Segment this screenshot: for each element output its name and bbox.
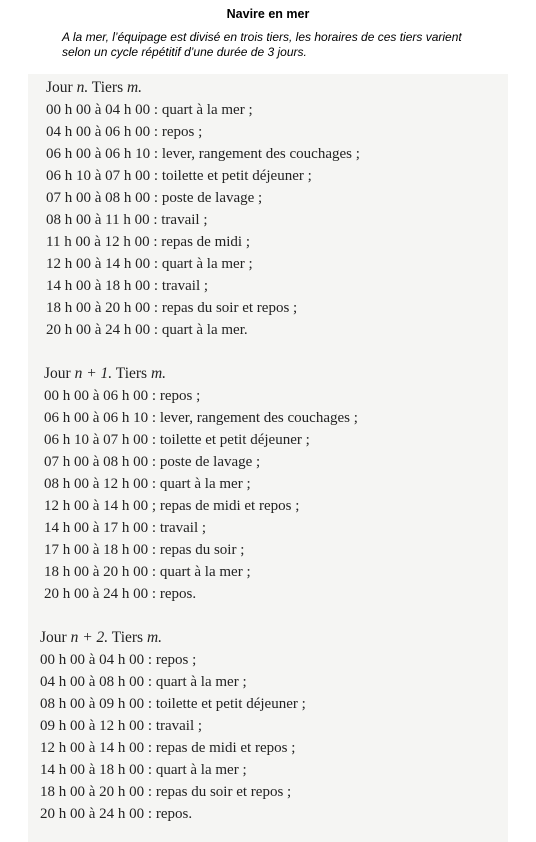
schedule-entry: 06 h 10 à 07 h 00 : toilette et petit déjeuner ; bbox=[46, 168, 312, 184]
schedule-entry: 00 h 00 à 04 h 00 : quart à la mer ; bbox=[46, 102, 253, 118]
schedule-entry: 00 h 00 à 06 h 00 : repos ; bbox=[44, 388, 201, 404]
schedule-entry: 18 h 00 à 20 h 00 : repas du soir et repos ; bbox=[46, 300, 298, 316]
page-title: Navire en mer bbox=[226, 7, 310, 21]
schedule-entry: 18 h 00 à 20 h 00 : repas du soir et repos ; bbox=[40, 784, 292, 800]
schedule-entry: 08 h 00 à 11 h 00 : travail ; bbox=[46, 212, 208, 228]
schedule-entry: 17 h 00 à 18 h 00 : repas du soir ; bbox=[44, 542, 245, 558]
schedule-entry: 14 h 00 à 17 h 00 : travail ; bbox=[44, 520, 207, 536]
schedule-entry: 06 h 10 à 07 h 00 : toilette et petit déjeuner ; bbox=[44, 432, 310, 448]
schedule-entry: 06 h 00 à 06 h 10 : lever, rangement des couchages ; bbox=[46, 146, 360, 162]
schedule-entry: 04 h 00 à 08 h 00 : quart à la mer ; bbox=[40, 674, 247, 690]
day-heading: Jour n + 2. Tiers m. bbox=[40, 629, 163, 646]
schedule-entry: 12 h 00 à 14 h 00 : quart à la mer ; bbox=[46, 256, 253, 272]
day-section bbox=[44, 363, 358, 605]
schedule-entry: 14 h 00 à 18 h 00 : travail ; bbox=[46, 278, 209, 294]
schedule-entry: 06 h 00 à 06 h 10 : lever, rangement des couchages ; bbox=[44, 410, 358, 426]
schedule-entry: 12 h 00 à 14 h 00 : repas de midi et repos ; bbox=[40, 740, 296, 756]
day-section bbox=[40, 627, 306, 825]
schedule-entry: 11 h 00 à 12 h 00 : repas de midi ; bbox=[46, 234, 250, 250]
day-heading: Jour n. Tiers m. bbox=[46, 79, 143, 96]
day-section bbox=[46, 77, 360, 341]
schedule-entry: 07 h 00 à 08 h 00 : poste de lavage ; bbox=[46, 190, 263, 206]
schedule-entry: 14 h 00 à 18 h 00 : quart à la mer ; bbox=[40, 762, 247, 778]
schedule-entry: 08 h 00 à 09 h 00 : toilette et petit déjeuner ; bbox=[40, 696, 306, 712]
schedule-entry: 07 h 00 à 08 h 00 : poste de lavage ; bbox=[44, 454, 261, 470]
schedule-entry: 20 h 00 à 24 h 00 : repos. bbox=[40, 806, 193, 822]
schedule-entry: 00 h 00 à 04 h 00 : repos ; bbox=[40, 652, 197, 668]
schedule-entry: 04 h 00 à 06 h 00 : repos ; bbox=[46, 124, 203, 140]
schedule-entry: 12 h 00 à 14 h 00 ; repas de midi et repos ; bbox=[44, 498, 300, 514]
schedule-entry: 18 h 00 à 20 h 00 : quart à la mer ; bbox=[44, 564, 251, 580]
intro-text: A la mer, l’équipage est divisé en trois tiers, les horaires de ces tiers varient selon un cycle répétitif d’une durée de 3 jours. bbox=[62, 30, 462, 59]
schedule-entry: 08 h 00 à 12 h 00 : quart à la mer ; bbox=[44, 476, 251, 492]
schedule-entry: 20 h 00 à 24 h 00 : repos. bbox=[44, 586, 197, 602]
schedule-entry: 20 h 00 à 24 h 00 : quart à la mer. bbox=[46, 322, 248, 338]
day-heading: Jour n + 1. Tiers m. bbox=[44, 365, 167, 382]
schedule-entry: 09 h 00 à 12 h 00 : travail ; bbox=[40, 718, 203, 734]
